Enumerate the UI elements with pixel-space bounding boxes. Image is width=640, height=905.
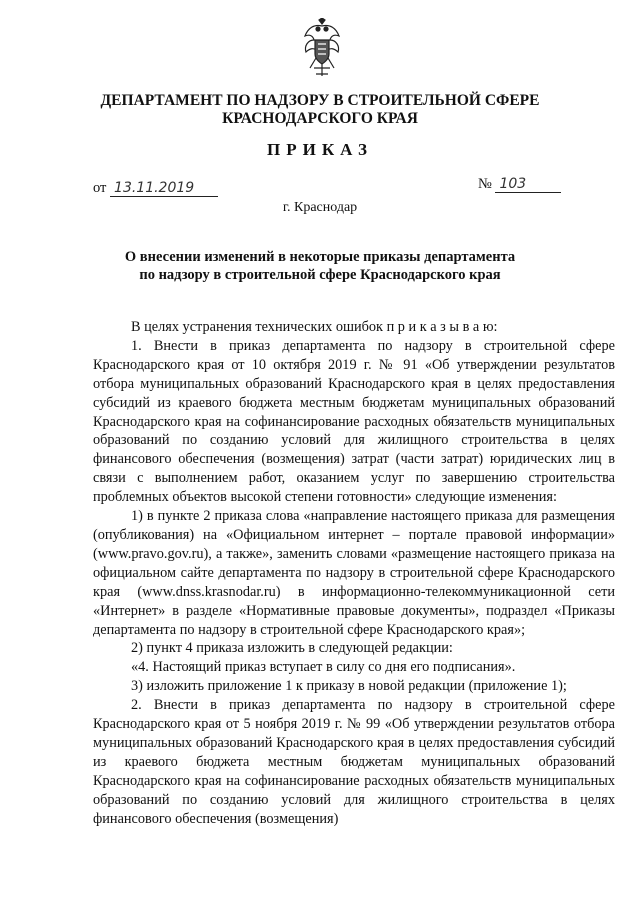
department-title-line2: КРАСНОДАРСКОГО КРАЯ: [222, 110, 418, 127]
number-row: [478, 176, 561, 193]
item-1-paragraph: 1. Внести в приказ департамента по надзору в строительной сфере Краснодарского края от 10 октября 2019 г. № 91 «Об утверждении результатов отбора муниципальных образований Краснодарского края в целях предоставления субсидий из краевого бюджета местным бюджетам муниципальных образований Краснодарского края на софинансирование расходных обязательств муниципальных образований по созданию условий для жилищного строительства в целях финансового обеспечения (возмещения) затрат (части затрат) юридических лиц в связи с выполнением работ, оказанием услуг по завершению строительства проблемных объектов высокой степени готовности» следующие изменения:: [93, 337, 615, 506]
quote-paragraph: «4. Настоящий приказ вступает в силу со дня его подписания».: [131, 659, 516, 676]
subitem-3-paragraph: 3) изложить приложение 1 к приказу в новой редакции (приложение 1);: [131, 678, 567, 695]
date-row: [93, 180, 218, 197]
document-body: [93, 318, 615, 828]
number-prefix: №: [478, 176, 492, 192]
date-prefix: от: [93, 180, 107, 196]
coat-of-arms-icon: [302, 18, 342, 82]
subject-line2: по надзору в строительной сфере Краснодарского края: [139, 267, 501, 283]
date-value: 13.11.2019: [110, 180, 218, 197]
item-2-paragraph: 2. Внести в приказ департамента по надзору в строительной сфере Краснодарского края от 5 ноября 2019 г. № 99 «Об утверждении результатов отбора муниципальных образований Краснодарского края в целях предоставления субсидий из краевого бюджета местным бюджетам муниципальных образований Краснодарского края на софинансирование расходных обязательств муниципальных образований по созданию условий для жилищного строительства в целях финансового обеспечения (возмещения): [93, 697, 615, 827]
subitem-1-paragraph: 1) в пункте 2 приказа слова «направление настоящего приказа для размещения (опубликования) на «Официальном интернет – портале правовой информации» (www.pravo.gov.ru), а также», заменить словами «размещение настоящего приказа на официальном сайте департамента по надзору в строительной сфере Краснодарского края (www.dnss.krasnodar.ru) в информационно-телекоммуникационной сети «Интернет» в разделе «Нормативные правовые документы», подраздел «Приказы департамента по надзору в строительной сфере Краснодарского края»;: [93, 508, 615, 638]
number-value: 103: [495, 176, 561, 193]
subitem-2-paragraph: 2) пункт 4 приказа изложить в следующей редакции:: [131, 640, 453, 657]
document-type: ПРИКАЗ: [267, 140, 373, 159]
city: г. Краснодар: [282, 200, 358, 215]
intro-paragraph: В целях устранения технических ошибок п р и к а з ы в а ю:: [131, 319, 498, 335]
subject-line1: О внесении изменений в некоторые приказы департамента: [124, 249, 516, 265]
department-title-line1: ДЕПАРТАМЕНТ ПО НАДЗОРУ В СТРОИТЕЛЬНОЙ СФЕРЕ: [100, 92, 540, 109]
